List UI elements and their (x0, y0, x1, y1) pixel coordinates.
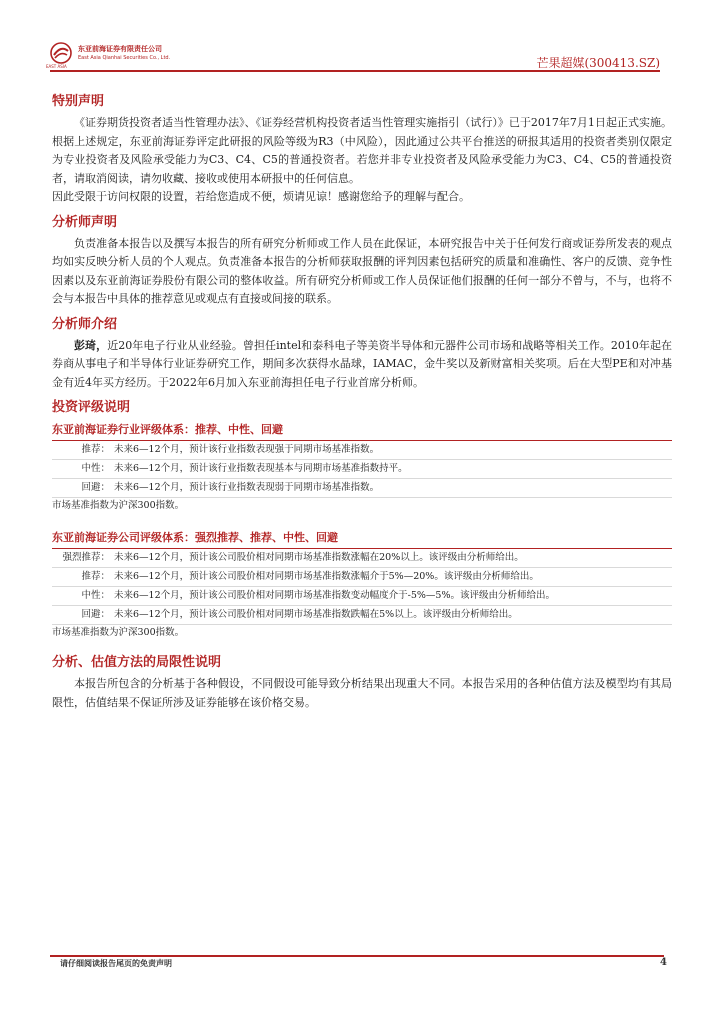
rating-desc: 未来6—12个月，预计该公司股价相对同期市场基准指数跌幅在5%以上。该评级由分析师给出。 (114, 609, 518, 620)
table-row (52, 460, 672, 479)
rating-label: 推荐： (81, 571, 110, 582)
rating-label: 中性： (81, 463, 110, 474)
industry-rating-table (52, 420, 672, 514)
analyst-bio: 近20年电子行业从业经验。曾担任intel和泰科电子等美资半导体和元器件公司市场和战略等相关工作。2010年起在券商从事电子和半导体行业证券研究工作，期间多次获得水晶球，IAMAC，金牛奖以及新财富相关奖项。后在大型PE和对冲基金有近4年买方经历。于2022年6月加入东亚前海担任电子行业首席分析师。 (52, 338, 673, 389)
rating-label: 回避： (81, 609, 110, 620)
rating-label: 推荐： (81, 444, 110, 455)
header-divider (50, 70, 660, 72)
table-row (52, 441, 672, 460)
analyst-statement-section (52, 213, 672, 309)
limitations-paragraph: 本报告所包含的分析基于各种假设，不同假设可能导致分析结果出现重大不同。本报告采用的各种估值方法及模型均有其局限性，估值结果不保证所涉及证券能够在该价格交易。 (52, 677, 672, 709)
analyst-name: 彭琦， (74, 338, 108, 352)
rating-section (52, 398, 672, 641)
section-title: 分析、估值方法的局限性说明 (52, 655, 222, 670)
industry-rating-title: 东亚前海证券行业评级体系：推荐、中性、回避 (52, 420, 672, 441)
logo-subtext: EAST ASIA (46, 64, 67, 69)
footer-divider (50, 955, 664, 957)
page-number: 4 (660, 957, 667, 968)
section-title: 分析师声明 (52, 214, 118, 230)
special-statement-section (52, 92, 672, 207)
section-title: 投资评级说明 (52, 400, 131, 415)
analyst-statement-paragraph: 负责准备本报告以及撰写本报告的所有研究分析师或工作人员在此保证，本研究报告中关于任何发行商或证券所发表的观点均如实反映分析人员的个人观点。负责准备本报告的分析师获取报酬的评判因素包括研究的质量和准确性、客户的反馈、竞争性因素以及东亚前海证券股份有限公司的整体收益。所有研究分析师或工作人员保证他们报酬的任何一部分不曾与，不与，也将不会与本报告中具体的推荐意见或观点有直接或间接的联系。 (52, 236, 672, 305)
table-row (52, 479, 672, 498)
table-row (52, 587, 672, 606)
company-name-cn: 东亚前海证券有限责任公司 (78, 45, 162, 53)
rating-desc: 未来6—12个月，预计该行业指数表现弱于同期市场基准指数。 (114, 482, 380, 493)
rating-desc: 未来6—12个月，预计该公司股价相对同期市场基准指数涨幅在20%以上。该评级由分析师给出。 (114, 552, 524, 563)
benchmark-note: 市场基准指数为沪深300指数。 (52, 627, 185, 638)
rating-label: 强烈推荐： (62, 552, 110, 563)
rating-label: 中性： (81, 590, 110, 601)
table-row (52, 549, 672, 568)
section-title: 特别声明 (52, 94, 105, 109)
disclaimer-notice: 请仔细阅读报告尾页的免责声明 (60, 959, 172, 968)
special-statement-note: 因此受限于访问权限的设置，若给您造成不便，烦请见谅！感谢您给予的理解与配合。 (52, 190, 470, 203)
rating-desc: 未来6—12个月，预计该公司股价相对同期市场基准指数涨幅介于5%—20%。该评级由分析师给出。 (114, 571, 539, 582)
section-title: 分析师介绍 (52, 316, 118, 332)
company-rating-title: 东亚前海证券公司评级体系：强烈推荐、推荐、中性、回避 (52, 528, 672, 549)
company-logo-icon (50, 42, 72, 64)
special-statement-paragraph: 《证券期货投资者适当性管理办法》、《证券经营机构投资者适当性管理实施指引（试行）》已于2017年7月1日起正式实施。根据上述规定，东亚前海证券评定此研报的风险等级为R3（中风险），因此通过公共平台推送的研报其适用的投资者类别仅限定为专业投资者及风险承受能力为C3、C4、C5的普通投资者。若您并非专业投资者及风险承受能力为C3、C4、C5的普通投资者，请取消阅读，请勿收藏、接收或使用本研报中的任何信息。 (52, 116, 672, 185)
benchmark-note: 市场基准指数为沪深300指数。 (52, 500, 185, 511)
rating-desc: 未来6—12个月，预计该行业指数表现基本与同期市场基准指数持平。 (114, 463, 408, 474)
company-rating-table (52, 528, 672, 641)
rating-label: 回避： (81, 482, 110, 493)
analyst-intro-section (52, 315, 672, 393)
stock-title: 芒果超媒(300413.SZ) (536, 56, 660, 70)
report-content (52, 92, 672, 712)
rating-desc: 未来6—12个月，预计该行业指数表现强于同期市场基准指数。 (114, 444, 380, 455)
rating-desc: 未来6—12个月，预计该公司股价相对同期市场基准指数变动幅度介于-5%—5%。该评级由分析师给出。 (114, 590, 555, 601)
table-row (52, 606, 672, 625)
page-header (0, 0, 724, 80)
company-name-en: East Asia Qianhai Securities Co., Ltd. (78, 55, 171, 61)
analyst-intro-paragraph (52, 337, 672, 393)
limitations-section (52, 653, 672, 712)
table-row (52, 568, 672, 587)
